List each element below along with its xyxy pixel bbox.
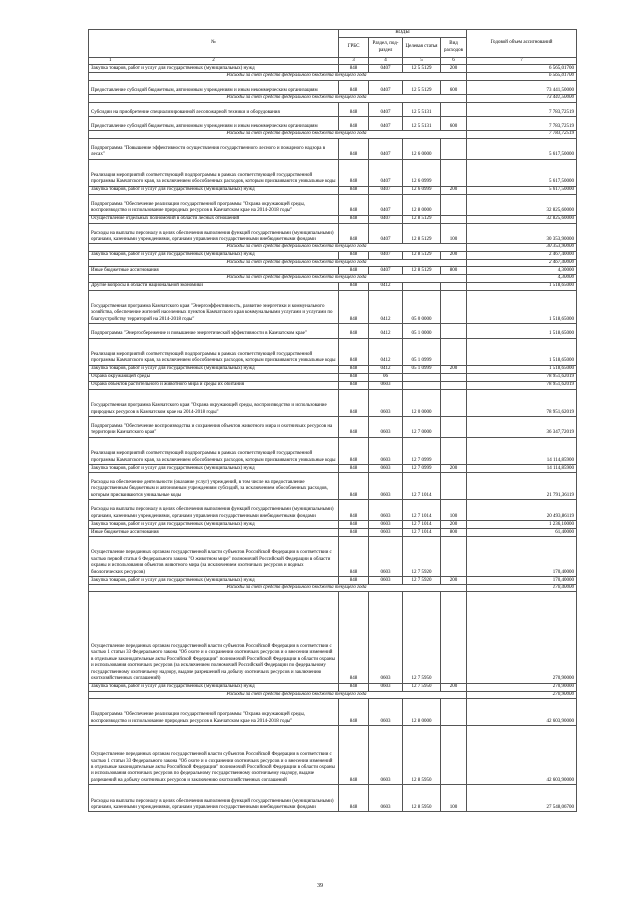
header-razdel: Раздел, под-раздел (369, 38, 403, 58)
row-grbs: 848 (339, 464, 369, 472)
row-target-article (403, 282, 441, 290)
row-expense-type (441, 159, 467, 186)
header-expense-type: Вид расходов (441, 38, 467, 58)
row-razdel: 0603 (369, 683, 403, 691)
row-amount: 5 617,50000 (467, 138, 577, 159)
row-name: Осуществление переданных органам государственной власти субъектов Российской Федерации в соответствии с частью 1 статьи 33 Федерального закона "Об охоте и о сохранении охотничьих ресурсов и о внесении изменений в отдельные законодательные акты Российской Федерации" полномочий Российской Федерации в области охраны и использования охотничьих ресурсов по федеральному государственному охотничьему надзору, выдаче разрешений на добычу охотничьих ресурсов и заключению охотхозяйственных соглашений (89, 726, 339, 785)
row-target-article: 12 8 0000 (403, 698, 441, 725)
header-number: № (89, 30, 339, 58)
budget-row (89, 381, 577, 389)
row-razdel: 0603 (369, 437, 403, 464)
row-razdel: 0412 (369, 324, 403, 338)
row-target-article: 12 7 1014 (403, 472, 441, 499)
source-row (89, 73, 577, 80)
source-row (89, 131, 577, 138)
row-target-article: 12 7 5950 (403, 683, 441, 691)
row-grbs: 848 (339, 80, 369, 94)
row-name: Подпрограмма "Обеспечение реализации государственной программы "Охрана окружающей среды, воспроизводство и использование природных ресурсов в Камчатском крае на 2014-2018 годы" (89, 698, 339, 725)
row-grbs: 848 (339, 389, 369, 416)
row-grbs: 848 (339, 365, 369, 373)
row-name: Осуществление переданных органам государственной власти субъектов Российской Федерации в соответствии с частью первой статьи 6 Федерального закона "О животном мире" полномочий Российской Федерации в области охраны и использования объектов животного мира (за исключением охотничьих ресурсов и водных биологических ресурсов) (89, 536, 339, 576)
source-amount: 7 783,72519 (467, 131, 577, 138)
source-amount: 30 353,90000 (467, 244, 577, 251)
row-expense-type: 100 (441, 785, 467, 812)
row-expense-type: 200 (441, 365, 467, 373)
row-amount: 30 353,90000 (467, 223, 577, 244)
row-amount: 1 236,10000 (467, 520, 577, 528)
row-razdel: 0407 (369, 267, 403, 275)
row-razdel: 0407 (369, 117, 403, 131)
row-expense-type (441, 472, 467, 499)
budget-table (88, 29, 577, 812)
row-target-article: 12 7 0000 (403, 416, 441, 437)
page-number: 39 (317, 883, 323, 889)
row-razdel: 0603 (369, 536, 403, 576)
source-label: Расходы за счет средств федерального бюджета текущего года (89, 259, 467, 266)
row-razdel: 0407 (369, 251, 403, 259)
row-target-article: 12 8 5129 (403, 223, 441, 244)
row-amount: 32 825,60000 (467, 194, 577, 215)
row-name: Реализация мероприятий соответствующей подпрограммы в рамках соответствующей государственной программы Камчатского края, за исключением обособленных расходов, которым присваиваются уникальные коды (89, 338, 339, 365)
budget-row (89, 528, 577, 536)
row-target-article: 05 0 0000 (403, 290, 441, 324)
row-expense-type (441, 726, 467, 785)
source-label: Расходы за счет средств федерального бюджета текущего года (89, 691, 467, 698)
row-razdel: 0407 (369, 65, 403, 73)
source-row (89, 259, 577, 266)
row-name: Закупка товаров, работ и услуг для государственных (муниципальных) нужд (89, 683, 339, 691)
row-amount: 73 441,50000 (467, 80, 577, 94)
budget-row (89, 290, 577, 324)
row-razdel: 0603 (369, 726, 403, 785)
row-razdel: 0412 (369, 338, 403, 365)
row-grbs: 848 (339, 785, 369, 812)
row-amount: 270,90000 (467, 683, 577, 691)
row-grbs: 848 (339, 186, 369, 194)
row-amount: 32 825,60000 (467, 215, 577, 223)
row-target-article: 12 7 5920 (403, 576, 441, 584)
source-amount: 170,40000 (467, 584, 577, 591)
budget-row (89, 117, 577, 131)
budget-row (89, 251, 577, 259)
row-target-article: 05 1 0999 (403, 338, 441, 365)
row-grbs: 848 (339, 683, 369, 691)
row-razdel: 0407 (369, 194, 403, 215)
row-target-article (403, 381, 441, 389)
row-grbs: 848 (339, 416, 369, 437)
row-name: Расходы на выплаты персоналу в целях обеспечения выполнения функций государственными (муниципальными) органами, казенными учреждениями, органами управления государственными внебюджетными фондами (89, 223, 339, 244)
row-expense-type (441, 373, 467, 381)
col-index-7: 7 (467, 58, 577, 65)
row-expense-type: 200 (441, 65, 467, 73)
row-expense-type: 200 (441, 683, 467, 691)
budget-row (89, 592, 577, 683)
row-grbs: 848 (339, 282, 369, 290)
budget-row (89, 365, 577, 373)
row-target-article: 12 8 5950 (403, 726, 441, 785)
source-row (89, 275, 577, 282)
row-name: Предоставление субсидий бюджетным, автономным учреждениям и иным некоммерческим организациям (89, 80, 339, 94)
row-target-article: 12 7 5950 (403, 592, 441, 683)
row-name: Расходы на обеспечение деятельности (оказание услуг) учреждений, в том числе на предоставление государственным бюджетным и автономным учреждениям субсидий, за исключением обособленных расходов, которым присваиваются уникальные коды (89, 472, 339, 499)
row-razdel: 0407 (369, 102, 403, 116)
source-amount: 2 467,40000 (467, 259, 577, 266)
row-name: Закупка товаров, работ и услуг для государственных (муниципальных) нужд (89, 251, 339, 259)
budget-row (89, 373, 577, 381)
row-target-article: 12 7 1014 (403, 528, 441, 536)
budget-row (89, 416, 577, 437)
budget-row (89, 186, 577, 194)
row-grbs: 848 (339, 117, 369, 131)
budget-row (89, 536, 577, 576)
row-razdel: 0603 (369, 592, 403, 683)
row-name: Осуществление отдельных полномочий в области лесных отношений (89, 215, 339, 223)
row-razdel: 0412 (369, 290, 403, 324)
row-target-article: 12 5 5131 (403, 102, 441, 116)
budget-row (89, 472, 577, 499)
row-grbs: 848 (339, 520, 369, 528)
row-target-article: 12 7 0999 (403, 437, 441, 464)
budget-row (89, 520, 577, 528)
row-amount: 78 951,62019 (467, 373, 577, 381)
row-amount: 2 467,40000 (467, 251, 577, 259)
row-target-article: 12 5 5131 (403, 117, 441, 131)
row-razdel: 0603 (369, 500, 403, 521)
row-name: Закупка товаров, работ и услуг для государственных (муниципальных) нужд (89, 576, 339, 584)
row-amount: 7 783,72519 (467, 117, 577, 131)
col-index-4: 4 (369, 58, 403, 65)
row-grbs: 848 (339, 338, 369, 365)
col-index-1-label: 1 (109, 58, 112, 63)
row-grbs: 848 (339, 437, 369, 464)
row-name: Расходы на выплаты персоналу в целях обеспечения выполнения функций государственными (муниципальными) органами, казенными учреждениями, органами управления государственными внебюджетными фондами (89, 500, 339, 521)
row-amount: 20 493,86119 (467, 500, 577, 521)
row-target-article: 12 7 1014 (403, 500, 441, 521)
row-name: Закупка товаров, работ и услуг для государственных (муниципальных) нужд (89, 464, 339, 472)
row-expense-type: 200 (441, 576, 467, 584)
row-razdel: 0407 (369, 159, 403, 186)
budget-row (89, 65, 577, 73)
row-amount: 78 951,62019 (467, 389, 577, 416)
row-razdel: 0407 (369, 215, 403, 223)
row-expense-type: 800 (441, 528, 467, 536)
row-amount: 7 783,72519 (467, 102, 577, 116)
row-amount: 1 518,65000 (467, 282, 577, 290)
budget-row (89, 338, 577, 365)
budget-row (89, 324, 577, 338)
row-expense-type (441, 102, 467, 116)
row-amount: 1 518,65000 (467, 365, 577, 373)
col-index-3: 3 (339, 58, 369, 65)
row-name: Подпрограмма "Повышение эффективности осуществления государственного лесного и пожарного надзора в лесах" (89, 138, 339, 159)
budget-row (89, 159, 577, 186)
row-grbs: 848 (339, 194, 369, 215)
budget-row (89, 785, 577, 812)
budget-row (89, 282, 577, 290)
row-expense-type (441, 389, 467, 416)
row-expense-type: 100 (441, 223, 467, 244)
budget-row (89, 102, 577, 116)
row-razdel: 0603 (369, 520, 403, 528)
row-name: Расходы на выплаты персоналу в целях обеспечения выполнения функций государственными (муниципальными) органами, казенными учреждениями, органами управления государственными внебюджетными фондами (89, 785, 339, 812)
header-row-1 (89, 30, 577, 38)
budget-row (89, 683, 577, 691)
row-expense-type (441, 381, 467, 389)
row-grbs: 848 (339, 500, 369, 521)
row-expense-type (441, 290, 467, 324)
row-expense-type (441, 138, 467, 159)
row-name: Закупка товаров, работ и услуг для государственных (муниципальных) нужд (89, 520, 339, 528)
row-expense-type (441, 194, 467, 215)
budget-row (89, 223, 577, 244)
row-expense-type (441, 282, 467, 290)
row-grbs: 848 (339, 251, 369, 259)
row-grbs: 848 (339, 528, 369, 536)
row-grbs: 848 (339, 536, 369, 576)
row-amount: 4,30000 (467, 267, 577, 275)
row-grbs: 848 (339, 324, 369, 338)
budget-row (89, 726, 577, 785)
row-name: Охрана объектов растительного и животного мира и среды их обитания (89, 381, 339, 389)
budget-row (89, 437, 577, 464)
row-target-article: 12 8 5950 (403, 785, 441, 812)
source-row (89, 584, 577, 591)
row-grbs: 848 (339, 267, 369, 275)
row-expense-type (441, 698, 467, 725)
row-target-article: 12 8 0000 (403, 194, 441, 215)
row-razdel: 0603 (369, 785, 403, 812)
source-row (89, 244, 577, 251)
row-name: Реализация мероприятий соответствующей подпрограммы в рамках соответствующей государственной программы Камчатского края, за исключением обособленных расходов, которым присваиваются уникальные коды (89, 159, 339, 186)
row-amount: 78 951,62019 (467, 381, 577, 389)
col-index-5: 5 (403, 58, 441, 65)
source-amount: 270,90000 (467, 691, 577, 698)
budget-row (89, 267, 577, 275)
row-amount: 42 603,90000 (467, 698, 577, 725)
row-target-article: 12 8 5129 (403, 251, 441, 259)
row-amount: 5 617,50000 (467, 159, 577, 186)
source-row (89, 691, 577, 698)
source-label: Расходы за счет средств федерального бюджета текущего года (89, 95, 467, 102)
row-razdel: 0603 (369, 389, 403, 416)
row-amount: 42 603,90000 (467, 726, 577, 785)
row-name: Подпрограмма "Энергосбережение и повышение энергетической эффективности в Камчатском крае" (89, 324, 339, 338)
row-expense-type: 200 (441, 464, 467, 472)
row-expense-type (441, 437, 467, 464)
row-expense-type (441, 592, 467, 683)
row-grbs: 848 (339, 138, 369, 159)
row-target-article: 12 0 0000 (403, 389, 441, 416)
row-target-article: 05 1 0000 (403, 324, 441, 338)
row-amount: 27 548,06700 (467, 785, 577, 812)
row-target-article: 12 7 0999 (403, 464, 441, 472)
row-expense-type (441, 215, 467, 223)
row-amount: 1 518,65000 (467, 324, 577, 338)
row-razdel: 0603 (369, 528, 403, 536)
row-grbs: 848 (339, 65, 369, 73)
row-name: Иные бюджетные ассигнования (89, 267, 339, 275)
header-target-article: Целевая статья (403, 38, 441, 58)
row-expense-type: 600 (441, 117, 467, 131)
budget-row (89, 80, 577, 94)
row-name: Предоставление субсидий бюджетным, автономным учреждениям и иным некоммерческим организациям (89, 117, 339, 131)
row-grbs: 848 (339, 698, 369, 725)
header-total: Годовой объем ассигнований (467, 30, 577, 58)
row-name: Закупка товаров, работ и услуг для государственных (муниципальных) нужд (89, 365, 339, 373)
row-name: Подпрограмма "Обеспечение воспроизводства и сохранения объектов животного мира и охотничьих ресурсов на территории Камчатского края" (89, 416, 339, 437)
row-name: Другие вопросы в области национальной экономики (89, 282, 339, 290)
budget-row (89, 698, 577, 725)
row-grbs: 848 (339, 381, 369, 389)
row-name: Закупка товаров, работ и услуг для государственных (муниципальных) нужд (89, 186, 339, 194)
row-razdel: 0603 (369, 698, 403, 725)
budget-row (89, 138, 577, 159)
row-razdel: 0603 (369, 381, 403, 389)
row-name: Подпрограмма "Обеспечение реализации государственной программы "Охрана окружающей среды, воспроизводство и использование природных ресурсов в Камчатском крае на 2014-2018 годы" (89, 194, 339, 215)
row-expense-type: 800 (441, 267, 467, 275)
row-grbs: 848 (339, 373, 369, 381)
row-amount: 270,90000 (467, 592, 577, 683)
row-amount: 61,40000 (467, 528, 577, 536)
source-amount: 6 565,01700 (467, 73, 577, 80)
row-target-article: 12 6 0999 (403, 159, 441, 186)
row-amount: 14 114,85900 (467, 464, 577, 472)
budget-row (89, 464, 577, 472)
col-index-2-label: 2 (212, 58, 215, 63)
row-name: Субсидии на приобретение специализированной лесопожарной техники и оборудования (89, 102, 339, 116)
col-index-6: 6 (441, 58, 467, 65)
row-name: Государственная программа Камчатского края "Охрана окружающей среды, воспроизводство и использование природных ресурсов в Камчатском крае на 2014-2018 годы" (89, 389, 339, 416)
row-target-article (403, 373, 441, 381)
row-expense-type (441, 416, 467, 437)
budget-row (89, 500, 577, 521)
row-name: Иные бюджетные ассигнования (89, 528, 339, 536)
source-label: Расходы за счет средств федерального бюджета текущего года (89, 73, 467, 80)
source-label: Расходы за счет средств федерального бюджета текущего года (89, 244, 467, 251)
row-amount: 170,40000 (467, 536, 577, 576)
row-target-article: 05 1 0999 (403, 365, 441, 373)
row-expense-type: 200 (441, 520, 467, 528)
row-razdel: 0412 (369, 282, 403, 290)
row-name: Государственная программа Камчатского края "Энергоэффективность, развитие энергетики и коммунального хозяйства, обеспечение жителей населенных пунктов Камчатского края коммунальными услугами и услугами по благоустройству территорий на 2014-2018 годы" (89, 290, 339, 324)
row-razdel: 0407 (369, 223, 403, 244)
row-amount: 5 617,50000 (467, 186, 577, 194)
source-amount: 4,30000 (467, 275, 577, 282)
row-expense-type (441, 536, 467, 576)
row-target-article: 12 8 5129 (403, 267, 441, 275)
row-name: Закупка товаров, работ и услуг для государственных (муниципальных) нужд (89, 65, 339, 73)
row-name: Реализация мероприятий соответствующей подпрограммы в рамках соответствующей государственной программы Камчатского края, за исключением обособленных расходов, которым присваиваются уникальные коды (89, 437, 339, 464)
row-razdel: 06 (369, 373, 403, 381)
row-target-article: 12 6 0000 (403, 138, 441, 159)
row-target-article: 12 8 5129 (403, 215, 441, 223)
source-label: Расходы за счет средств федерального бюджета текущего года (89, 275, 467, 282)
row-grbs: 848 (339, 159, 369, 186)
row-target-article: 12 6 0999 (403, 186, 441, 194)
row-razdel: 0412 (369, 365, 403, 373)
row-grbs: 848 (339, 592, 369, 683)
row-grbs: 848 (339, 290, 369, 324)
budget-page (88, 29, 576, 812)
row-amount: 1 518,65000 (467, 338, 577, 365)
column-index-row (89, 58, 577, 65)
row-target-article: 12 5 5129 (403, 80, 441, 94)
source-label: Расходы за счет средств федерального бюджета текущего года (89, 131, 467, 138)
row-name: Охрана окружающей среды (89, 373, 339, 381)
source-label: Расходы за счет средств федерального бюджета текущего года (89, 584, 467, 591)
header-codes: КОДЫ (339, 30, 467, 38)
budget-row (89, 215, 577, 223)
col-index-1 (89, 58, 339, 65)
row-amount: 6 565,01700 (467, 65, 577, 73)
row-expense-type: 600 (441, 80, 467, 94)
row-amount: 1 518,65000 (467, 290, 577, 324)
row-razdel: 0407 (369, 80, 403, 94)
row-razdel: 0603 (369, 464, 403, 472)
row-name: Осуществление переданных органам государственной власти субъектов Российской Федерации в соответствии с частью 1 статьи 33 Федерального закона "Об охоте и о сохранении охотничьих ресурсов и о внесении изменений в отдельные законодательные акты Российской Федерации" полномочий Российской Федерации в области охраны и использования охотничьих ресурсов (за исключением полномочий Российской Федерации по федеральному государственному охотничьему надзору, выдаче разрешений на добычу охотничьих ресурсов и заключению охотхозяйственных соглашений) (89, 592, 339, 683)
row-target-article: 12 7 5920 (403, 536, 441, 576)
row-razdel: 0407 (369, 138, 403, 159)
row-razdel: 0603 (369, 472, 403, 499)
row-razdel: 0407 (369, 186, 403, 194)
row-amount: 36 347,72019 (467, 416, 577, 437)
row-grbs: 848 (339, 102, 369, 116)
budget-row (89, 576, 577, 584)
row-grbs: 848 (339, 576, 369, 584)
row-expense-type: 200 (441, 251, 467, 259)
row-razdel: 0603 (369, 416, 403, 437)
row-expense-type (441, 338, 467, 365)
source-amount: 73 441,50000 (467, 95, 577, 102)
row-grbs: 848 (339, 726, 369, 785)
row-target-article: 12 5 5129 (403, 65, 441, 73)
row-expense-type: 200 (441, 186, 467, 194)
row-amount: 170,40000 (467, 576, 577, 584)
row-grbs: 848 (339, 223, 369, 244)
row-expense-type (441, 324, 467, 338)
row-expense-type: 100 (441, 500, 467, 521)
row-amount: 21 791,36119 (467, 472, 577, 499)
header-grbs: ГРБС (339, 38, 369, 58)
row-grbs: 848 (339, 472, 369, 499)
budget-row (89, 194, 577, 215)
row-grbs: 848 (339, 215, 369, 223)
row-target-article: 12 7 1014 (403, 520, 441, 528)
source-row (89, 95, 577, 102)
row-razdel: 0603 (369, 576, 403, 584)
budget-row (89, 389, 577, 416)
row-amount: 14 114,85900 (467, 437, 577, 464)
